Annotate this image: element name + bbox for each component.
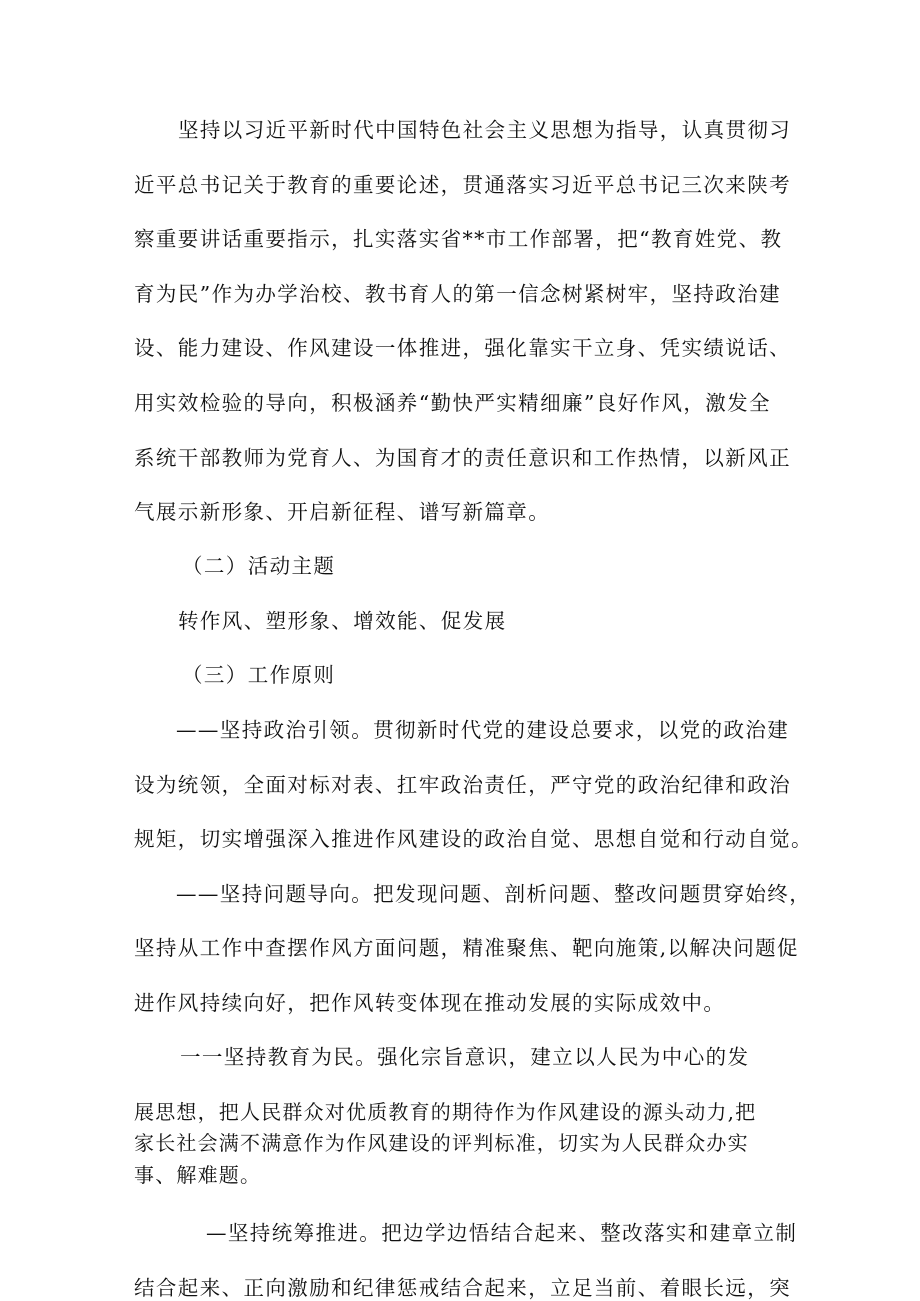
paragraph-line: ——坚持问题导向。把发现问题、剖析问题、整改问题贯穿始终， [176,882,812,906]
paragraph-line: 家长社会满不满意作为作风建设的评判标准，切实为人民群众办实 [134,1131,749,1155]
paragraph-line: 进作风持续向好，把作风转变体现在推动发展的实际成效中。 [134,991,726,1015]
paragraph-line: 系统干部教师为党育人、为国育才的责任意识和工作热情，以新风正 [134,446,791,470]
paragraph-line: 设为统领，全面对标对表、扛牢政治责任，严守党的政治纪律和政治 [134,773,791,797]
paragraph-line: 规矩，切实增强深入推进作风建设的政治自觉、思想自觉和行动自觉。 [134,827,813,851]
paragraph-line: 坚持以习近平新时代中国特色社会主义思想为指导，认真贯彻习 [178,118,792,142]
paragraph-line: 用实效检验的导向，积极涵养“勤快严实精细廉”良好作风，激发全 [134,391,771,415]
paragraph-line: 事、解难题。 [134,1163,262,1187]
paragraph-line: 展思想，把人民群众对优质教育的期待作为作风建设的源头动力,把 [134,1100,757,1124]
paragraph-line: 近平总书记关于教育的重要论述，贯通落实习近平总书记三次来陕考 [134,173,791,197]
paragraph-line: 察重要讲话重要指示，扎实落实省**市工作部署，把“教育姓党、教 [134,227,783,251]
paragraph-line: 设、能力建设、作风建设一体推进，强化靠实干立身、凭实绩说话、 [134,336,791,360]
paragraph-line: ——坚持政治引领。贯彻新时代党的建设总要求，以党的政治建 [176,718,790,742]
theme-text: 转作风、塑形象、增效能、促发展 [178,609,507,633]
section-heading-activity-theme: （二）活动主题 [182,554,336,578]
paragraph-line: 育为民”作为办学治校、教书育人的第一信念树紧树牢，坚持政治建 [134,282,781,306]
paragraph-line: 一一坚持教育为民。强化宗旨意识，建立以人民为中心的发 [180,1045,750,1069]
paragraph-line: 坚持从工作中查摆作风方面问题，精准聚焦、靶向施策,以解决问题促 [134,936,799,960]
section-heading-work-principles: （三）工作原则 [182,663,336,687]
paragraph-line: 气展示新形象、开启新征程、谱写新篇章。 [134,500,551,524]
paragraph-line: —坚持统筹推进。把边学边悟结合起来、整改落实和建章立制 [206,1221,798,1245]
paragraph-line: 结合起来、正向激励和纪律惩戒结合起来，立足当前、着眼长远，突 [134,1276,791,1300]
